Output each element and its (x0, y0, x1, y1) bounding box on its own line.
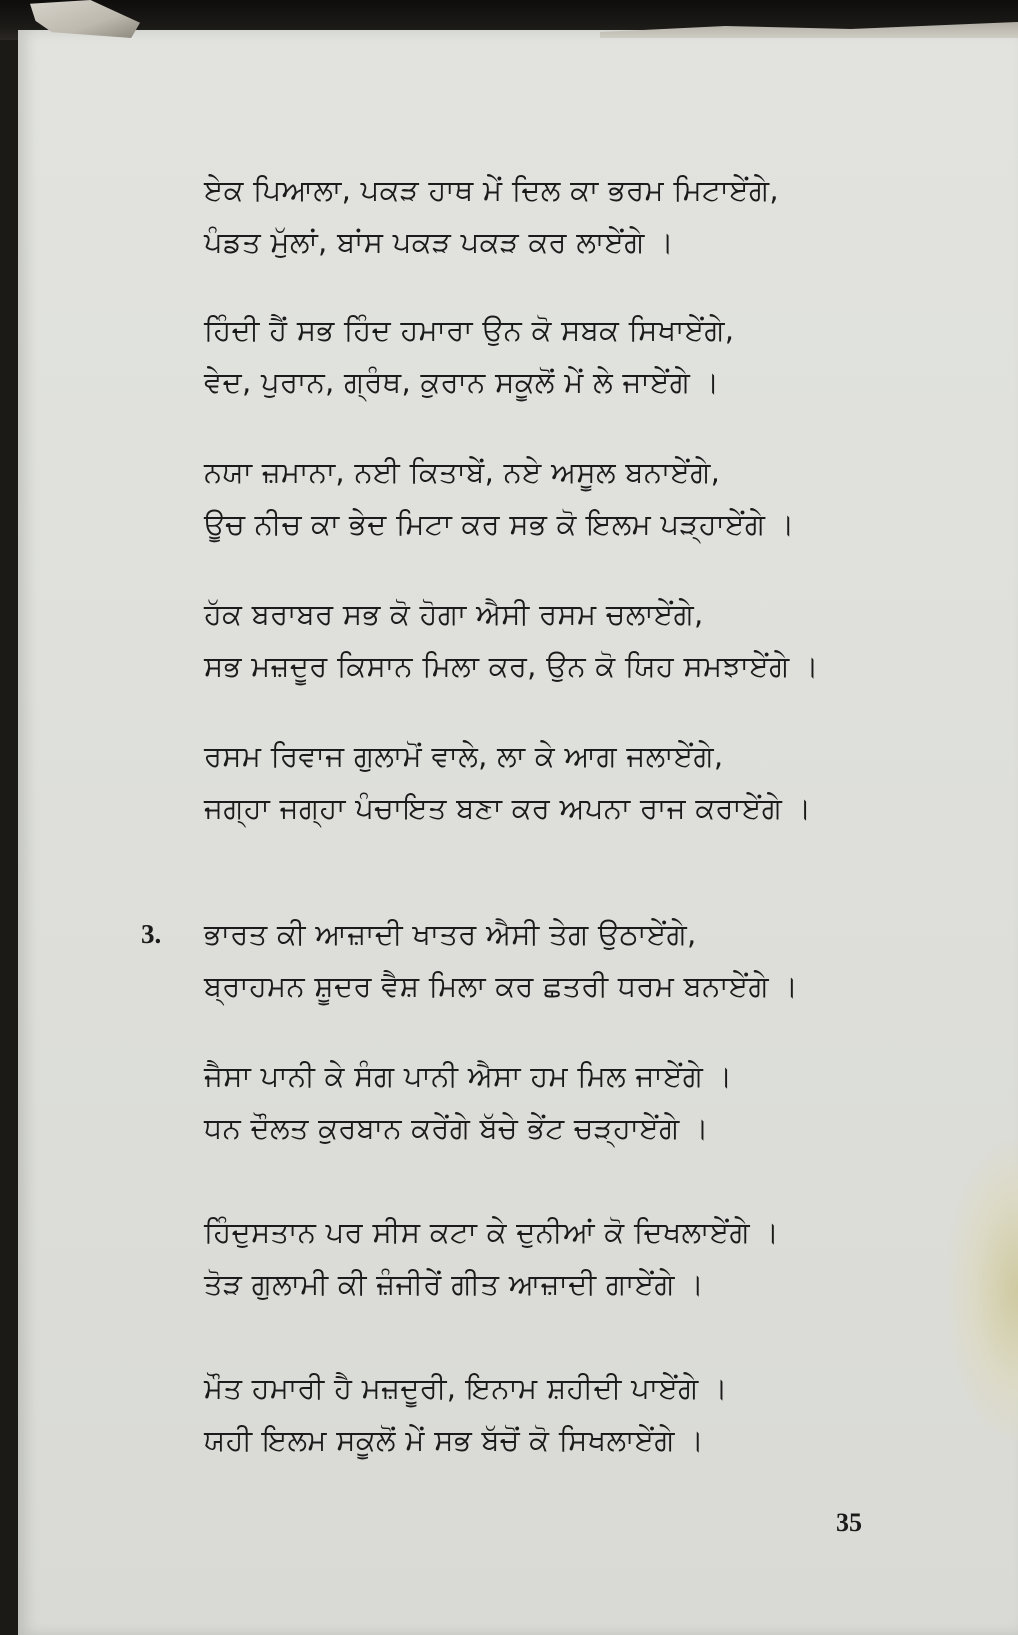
stanza-1 (204, 164, 924, 268)
stanza-9 (204, 1362, 924, 1466)
poem-line: ਹਿੰਦੁਸਤਾਨ ਪਰ ਸੀਸ ਕਟਾ ਕੇ ਦੁਨੀਆਂ ਕੋ ਦਿਖਲਾਏਂਗੇ । (204, 1215, 780, 1249)
poem-line: ਰਸਮ ਰਿਵਾਜ ਗੁਲਾਮੋਂ ਵਾਲੇ, ਲਾ ਕੇ ਆਗ ਜਲਾਏਂਗੇ, (204, 739, 724, 773)
poem-line: ਤੋੜ ਗੁਲਾਮੀ ਕੀ ਜ਼ੰਜੀਰੇਂ ਗੀਤ ਆਜ਼ਾਦੀ ਗਾਏਂਗੇ । (204, 1267, 705, 1301)
poem-line: ਹਿੰਦੀ ਹੈਂ ਸਭ ਹਿੰਦ ਹਮਾਰਾ ਉਨ ਕੋ ਸਬਕ ਸਿਖਾਏਂਗੇ, (204, 313, 735, 347)
poem-line: ਬ੍ਰਾਹਮਨ ਸ਼ੂਦਰ ਵੈਸ਼ ਮਿਲਾ ਕਰ ਛਤਰੀ ਧਰਮ ਬਨਾਏਂਗੇ । (204, 969, 799, 1003)
poem-line: ਪੰਡਤ ਮੁੱਲਾਂ, ਬਾਂਸ ਪਕੜ ਪਕੜ ਕਰ ਲਾਏਂਗੇ । (204, 225, 674, 259)
verse-number: 3. (141, 919, 162, 949)
page-number: 35 (836, 1508, 862, 1537)
poem-line: ਵੇਦ, ਪੁਰਾਨ, ਗ੍ਰੰਥ, ਕੁਰਾਨ ਸਕੂਲੋਂ ਮੇਂ ਲੇ ਜਾਏਂਗੇ । (204, 365, 720, 399)
poem-line: ਧਨ ਦੌਲਤ ਕੁਰਬਾਨ ਕਰੇਂਗੇ ਬੱਚੇ ਭੇਂਟ ਚੜ੍ਹਾਏਂਗੇ । (204, 1111, 709, 1145)
poem-line: ਨਯਾ ਜ਼ਮਾਨਾ, ਨਈ ਕਿਤਾਬੇਂ, ਨਏ ਅਸੂਲ ਬਨਾਏਂਗੇ, (204, 455, 721, 489)
stanza-7 (204, 1050, 924, 1154)
stanza-5 (204, 730, 924, 834)
poem-line: ਏਕ ਪਿਆਲਾ, ਪਕੜ ਹਾਥ ਮੇਂ ਦਿਲ ਕਾ ਭਰਮ ਮਿਟਾਏਂਗੇ, (204, 173, 779, 207)
poem-line: ਮੌਤ ਹਮਾਰੀ ਹੈ ਮਜ਼ਦੂਰੀ, ਇਨਾਮ ਸ਼ਹੀਦੀ ਪਾਏਂਗੇ । (204, 1371, 728, 1405)
stanza-3 (204, 446, 924, 550)
poem-line: ਹੱਕ ਬਰਾਬਰ ਸਭ ਕੋ ਹੋਗਾ ਐਸੀ ਰਸਮ ਚਲਾਏਂਗੇ, (204, 597, 704, 631)
stanza-6 (204, 908, 924, 1012)
poem-line: ਯਹੀ ਇਲਮ ਸਕੂਲੋਂ ਮੇਂ ਸਭ ਬੱਚੋਂ ਕੋ ਸਿਖਲਾਏਂਗੇ । (204, 1423, 705, 1457)
poem-line: ਭਾਰਤ ਕੀ ਆਜ਼ਾਦੀ ਖਾਤਰ ਐਸੀ ਤੇਗ ਉਠਾਏਂਗੇ, (204, 917, 697, 951)
poem-line: ਸਭ ਮਜ਼ਦੂਰ ਕਿਸਾਨ ਮਿਲਾ ਕਰ, ਉਨ ਕੋ ਯਿਹ ਸਮਝਾਏਂਗੇ । (204, 649, 819, 683)
poem-line: ਜਗ੍ਹਾ ਜਗ੍ਹਾ ਪੰਚਾਇਤ ਬਣਾ ਕਰ ਅਪਨਾ ਰਾਜ ਕਰਾਏਂਗੇ । (204, 791, 812, 825)
page-edge-shadow (948, 1140, 1018, 1440)
poem-line: ਜੈਸਾ ਪਾਨੀ ਕੇ ਸੰਗ ਪਾਨੀ ਐਸਾ ਹਮ ਮਿਲ ਜਾਏਂਗੇ । (204, 1059, 733, 1093)
stanza-4 (204, 588, 924, 692)
poem-line: ਊਚ ਨੀਚ ਕਾ ਭੇਦ ਮਿਟਾ ਕਰ ਸਭ ਕੋ ਇਲਮ ਪੜ੍ਹਾਏਂਗੇ । (204, 507, 795, 541)
stanza-8 (204, 1206, 924, 1310)
stanza-2 (204, 304, 924, 408)
